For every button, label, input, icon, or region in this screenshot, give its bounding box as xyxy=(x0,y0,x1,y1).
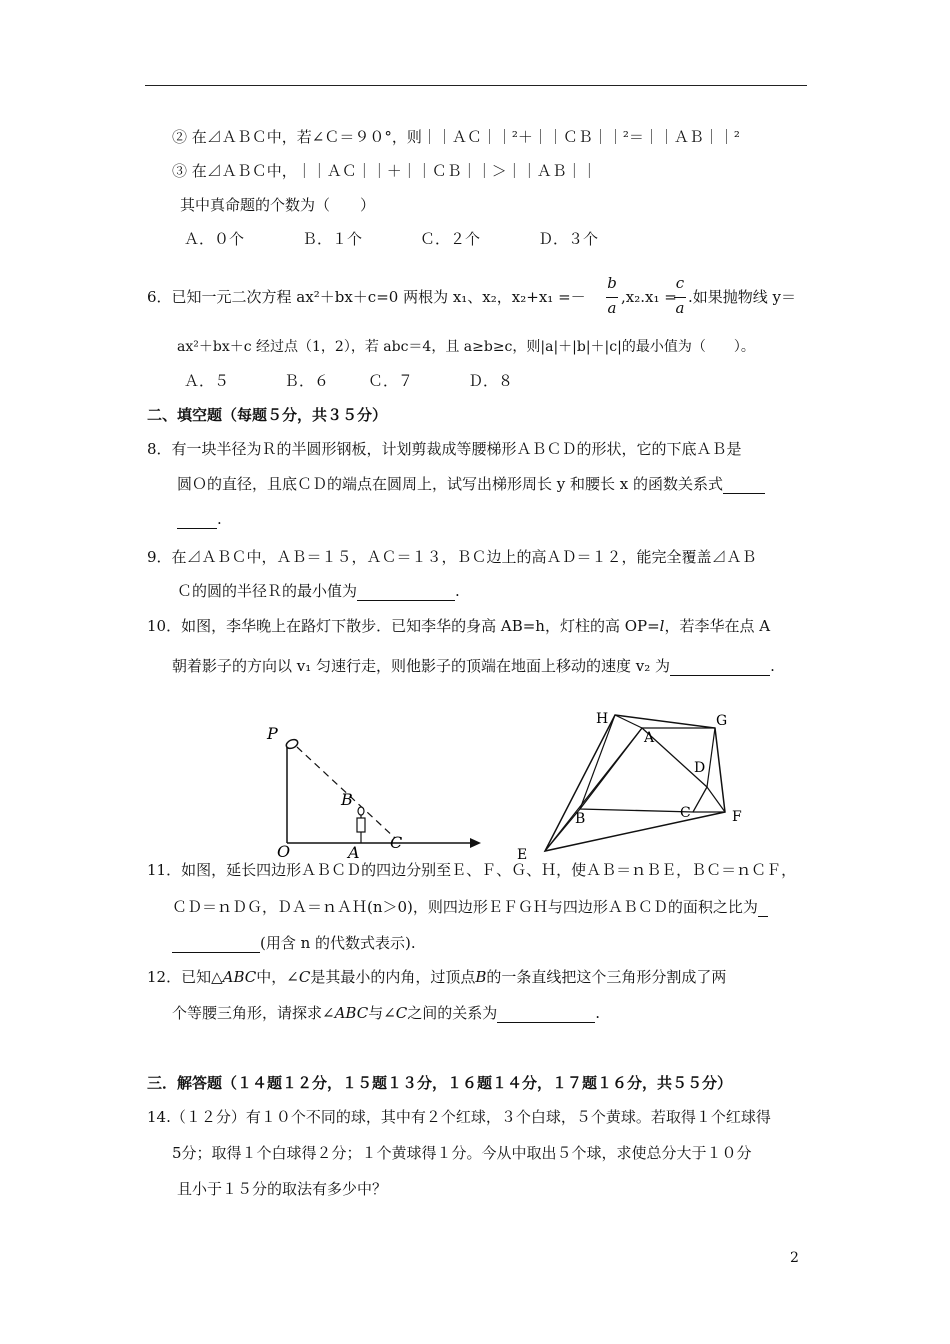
q12-line2-end: . xyxy=(595,1004,601,1022)
q8-line3 xyxy=(177,509,222,529)
q5-options xyxy=(184,229,598,249)
person-torso xyxy=(357,818,365,832)
q8-line1: 8．有一块半径为Ｒ的半圆形钢板，计划剪裁成等腰梯形ＡＢＣＤ的形状，它的下底ＡＢ是 xyxy=(147,440,742,458)
fig2-label-c: C xyxy=(680,805,691,821)
q14-line2: 5分；取得１个白球得２分；１个黄球得１分。今从中取出５个球，求使总分大于１０分 xyxy=(172,1144,752,1162)
q10-line2 xyxy=(172,656,775,676)
q5-option-b: Ｂ．１个 xyxy=(302,230,363,248)
q8-answer-blank-1[interactable] xyxy=(723,477,765,494)
q10-var-l: l xyxy=(659,617,665,635)
q6-line2: ax²＋bx＋c 经过点（1，2），若 abc＝4，且 a≥b≥c，则|a|＋|b|＋|c|的最小值为（ ）。 xyxy=(177,339,755,355)
section2-title: 二、填空题（每题５分，共３５分） xyxy=(147,406,388,424)
q5-option-d: Ｄ．３个 xyxy=(538,230,599,248)
q12-angle-abc: ∠ABC xyxy=(322,1004,369,1022)
q12-triangle: △ABC xyxy=(211,968,257,986)
q6-line1-mid: ,x₂.x₁ = xyxy=(621,288,677,306)
q12-line1-d: 的一条直线把这个三角形分割成了两 xyxy=(486,968,727,986)
q10-line2-text: 朝着影子的方向以 v₁ 匀速行走，则他影子的顶端在地面上移动的速度 v₂ 为 xyxy=(172,657,671,675)
q12-angle-c: ∠C xyxy=(286,968,311,986)
q6-frac1-den: a xyxy=(607,299,617,317)
fig1-label-c: C xyxy=(390,833,403,852)
q9-line2-text: Ｃ的圆的半径Ｒ的最小值为 xyxy=(177,582,358,600)
q6-option-b: Ｂ．６ xyxy=(284,372,330,390)
fig2-label-d: D xyxy=(694,760,706,776)
q5-option-a: Ａ．０个 xyxy=(184,230,245,248)
q8-line2-text: 圆Ｏ的直径，且底ＣＤ的端点在圆周上，试写出梯形周长 y 和腰长 x 的函数关系式 xyxy=(177,475,724,493)
q11-line2-text: ＣＤ＝ｎＤＧ，ＤＡ＝ｎＡＨ(n＞0)，则四边形ＥＦＧＨ与四边形ＡＢＣＤ的面积之比为 xyxy=(172,898,758,916)
q14-line3: 且小于１５分的取法有多少中？ xyxy=(177,1180,388,1198)
q10-answer-blank[interactable] xyxy=(670,659,770,676)
q11-line3-end: (用含 n 的代数式表示). xyxy=(260,934,416,952)
fig2-label-b: B xyxy=(575,811,586,827)
q6-option-d: Ｄ．８ xyxy=(468,372,514,390)
q12-line2-b: 与 xyxy=(368,1004,384,1022)
q11-line1: 11．如图，延长四边形ＡＢＣＤ的四边分别至Ｅ、Ｆ、Ｇ、Ｈ，使ＡＢ＝ｎＢＥ，ＢＣ＝ｎＣＦ， xyxy=(147,861,797,879)
q8-answer-blank-2[interactable] xyxy=(177,512,217,529)
q9-line1: 9．在⊿ＡＢＣ中，ＡＢ＝１５，ＡＣ＝１３，ＢＣ边上的高ＡＤ＝１２，能完全覆盖⊿ＡＢ xyxy=(147,548,757,566)
segment-gd xyxy=(707,728,715,787)
q11-line2 xyxy=(172,897,768,917)
q6-frac2-bar xyxy=(674,297,686,298)
q5-option-c: Ｃ．２个 xyxy=(420,230,481,248)
q12-point-b: B xyxy=(475,968,487,986)
fig1-label-b: B xyxy=(341,790,353,809)
q11-answer-blank-1[interactable] xyxy=(758,900,768,917)
q8-line3-end: . xyxy=(217,510,222,528)
q10-line1-end: ，若李华在点 A xyxy=(664,617,771,635)
q6-options xyxy=(184,371,513,391)
q6-frac1-num: b xyxy=(607,274,617,292)
q11-answer-blank-2[interactable] xyxy=(172,936,260,953)
q6-frac2-num: c xyxy=(675,274,685,292)
q10-line2-end: . xyxy=(770,657,775,675)
q9-answer-blank[interactable] xyxy=(357,584,455,601)
section3-title: 三．解答题（１４题１２分，１５题１３分，１６题１４分，１７题１６分，共５５分） xyxy=(147,1074,733,1092)
fig1-label-o: O xyxy=(277,842,291,860)
q12-line2-c: 之间的关系为 xyxy=(407,1004,498,1022)
q6-frac1-bar xyxy=(606,297,618,298)
fig1-label-a: A xyxy=(348,843,360,860)
page-number: 2 xyxy=(790,1250,799,1266)
q12-line1-c: 是其最小的内角，过顶点 xyxy=(310,968,476,986)
q10-line1 xyxy=(147,616,770,636)
fig1-label-p: P xyxy=(267,724,278,743)
q5-question: 其中真命题的个数为（ ） xyxy=(180,196,376,214)
q12-line1-b: 中， xyxy=(256,968,287,986)
q12-answer-blank[interactable] xyxy=(497,1006,595,1023)
q6-frac2-den: a xyxy=(675,299,685,317)
segment-hb xyxy=(580,715,615,809)
fig2-label-f: F xyxy=(732,809,742,825)
q14-line1: 14.（１２分）有１０个不同的球，其中有２个红球，３个白球，５个黄球。若取得１个红球得 xyxy=(147,1108,771,1126)
q12-line2-a: 个等腰三角形，请探求 xyxy=(172,1004,323,1022)
q12-line1 xyxy=(147,967,726,987)
q12-line1-a: 12．已知 xyxy=(147,968,212,986)
q12-line2 xyxy=(172,1003,600,1023)
q8-line2 xyxy=(177,474,765,494)
fig2-label-a: A xyxy=(644,730,655,746)
fig2-label-h: H xyxy=(596,711,609,727)
lamp-figure xyxy=(255,715,485,860)
q5-item-2: ② 在⊿ＡＢＣ中，若∠Ｃ＝９０°，则｜｜ＡＣ｜｜²＋｜｜ＣＢ｜｜²＝｜｜ＡＢ｜｜² xyxy=(172,128,740,146)
q6-option-a: Ａ．５ xyxy=(184,372,230,390)
q11-line3 xyxy=(172,933,416,953)
ground-arrow xyxy=(470,838,481,848)
fig2-label-e: E xyxy=(517,847,528,863)
header-rule xyxy=(145,85,807,86)
quadrilateral-figure xyxy=(510,705,770,865)
q6-line1-start: 6．已知一元二次方程 ax²＋bx＋c=0 两根为 x₁、x₂，x₂+x₁ =－ xyxy=(147,288,586,306)
fig2-label-g: G xyxy=(716,713,728,729)
q6-line1-end: .如果抛物线 y＝ xyxy=(688,288,797,306)
q9-line2 xyxy=(177,581,460,601)
q5-item-3: ③ 在⊿ＡＢＣ中，｜｜ＡＣ｜｜＋｜｜ＣＢ｜｜＞｜｜ＡＢ｜｜ xyxy=(172,162,597,180)
quad-efgh xyxy=(545,713,728,851)
q12-angle-c-2: ∠C xyxy=(383,1004,408,1022)
person-head xyxy=(358,807,364,815)
q10-line1-text: 10．如图，李华晚上在路灯下散步．已知李华的身高 AB=h，灯柱的高 OP= xyxy=(147,617,660,635)
q9-line2-end: . xyxy=(455,582,460,600)
q6-option-c: Ｃ．７ xyxy=(368,372,414,390)
